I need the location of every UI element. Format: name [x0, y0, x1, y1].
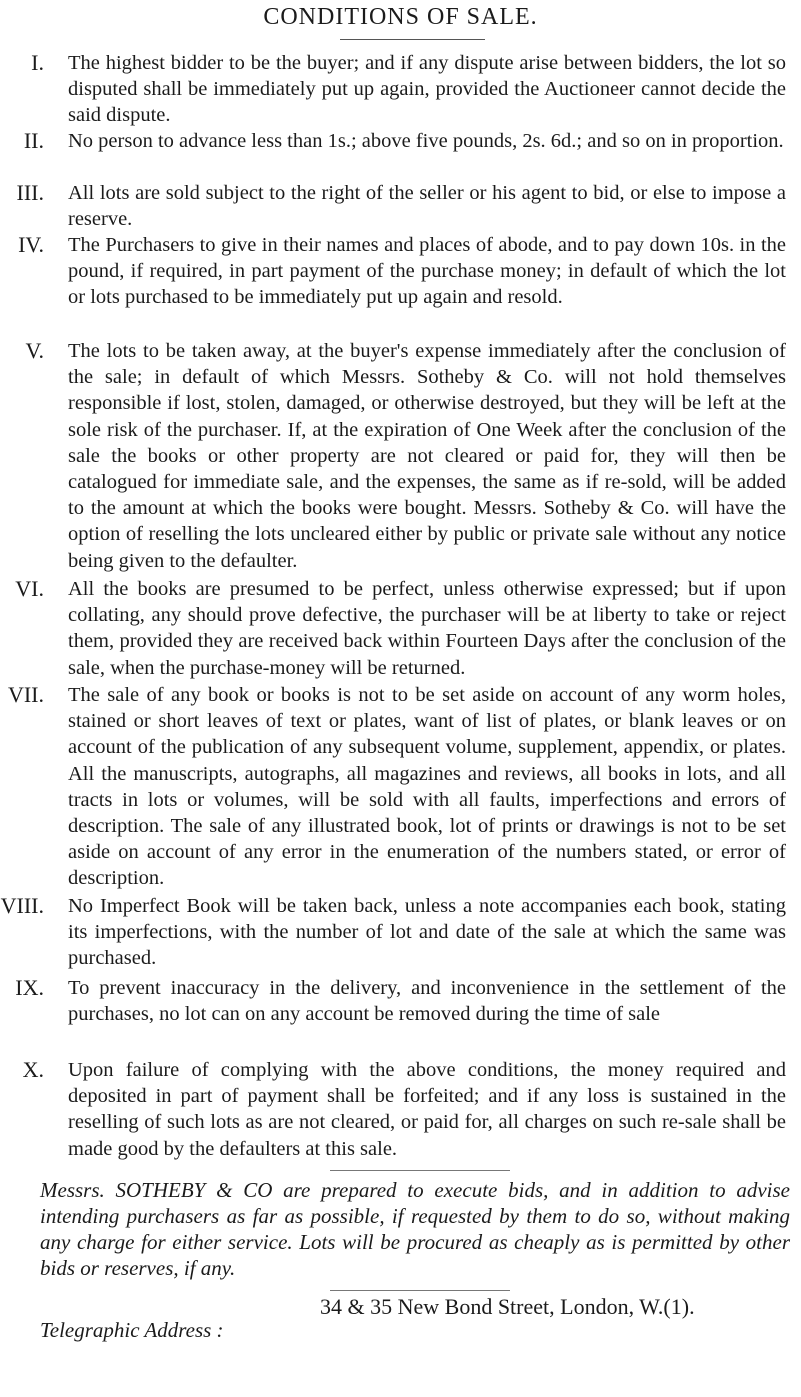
- condition-text: All lots are sold subject to the right of the seller or his agent to bid, or else to impose a reserve.: [68, 182, 786, 231]
- condition-text: All the books are presumed to be perfect, unless otherwise expressed; but if upon collating, any should prove defective, the purchaser will be at liberty to take or reject them, provided they are received back within Fourteen Days after the conclusion of the sale, when the purchase-money will be returned.: [68, 578, 786, 679]
- condition-text: To prevent inaccuracy in the delivery, and inconvenience in the settlement of the purchases, no lot can on any account be removed during the time of sale: [68, 977, 786, 1026]
- telegraphic-label: Telegraphic Address :: [40, 1318, 224, 1342]
- condition-text: No person to advance less than 1s.; above five pounds, 2s. 6d.; and so on in proportion.: [68, 130, 784, 152]
- condition-text: The lots to be taken away, at the buyer's expense immediately after the conclusion of the sale; in default of which Messrs. Sotheby & Co. will not hold themselves responsible if lost, stolen, damaged, or otherwise destroyed, but they will be left at the sole risk of the purchaser. If, at the expiration of One Week after the conclusion of the sale the books or other property are not cleared or paid for, they will then be catalogued for immediate sale, and the expenses, the same as if re-sold, will be added to the amount at which the books were bought. Messrs. Sotheby & Co. will have the option of reselling the lots uncleared either by public or private sale without any notice being given to the defaulter.: [68, 340, 786, 572]
- condition-number: III.: [16, 180, 44, 205]
- address: 34 & 35 New Bond Street, London, W.(1).: [320, 1294, 695, 1319]
- condition-number: VIII.: [0, 893, 44, 918]
- page-title: CONDITIONS OF SALE.: [263, 4, 538, 30]
- telegraphic-block: [40, 1318, 224, 1342]
- condition-number: IX.: [15, 975, 44, 1000]
- condition-number: I.: [31, 50, 44, 75]
- condition-text: No Imperfect Book will be taken back, unless a note accompanies each book, stating its imperfections, with the number of lot and date of the sale at which the same was purchased.: [68, 895, 786, 970]
- condition-number: VII.: [7, 682, 44, 707]
- condition-number: V.: [25, 338, 44, 363]
- title-underline: [340, 39, 485, 40]
- divider: [330, 1290, 510, 1291]
- condition-number: IV.: [18, 232, 44, 257]
- condition-number: X.: [22, 1057, 44, 1082]
- condition-number: VI.: [15, 576, 44, 601]
- condition-text: Upon failure of complying with the above conditions, the money required and deposited in part of payment shall be forfeited; and if any loss is sustained in the reselling of such lots as are not cleared, or paid for, all charges on such re-sale shall be made good by the defaulters at this sale.: [68, 1059, 786, 1160]
- condition-text: The sale of any book or books is not to be set aside on account of any worm holes, stained or short leaves of text or plates, want of list of plates, or blank leaves or on account of the publication of any subsequent volume, supplement, appendix, or plates. All the manuscripts, autographs, all magazines and reviews, all books in lots, and all tracts in lots or volumes, will be sold with all faults, imperfections and errors of description. The sale of any illustrated book, lot of prints or drawings is not to be set aside on account of any error in the enumeration of the numbers stated, or error of description.: [68, 684, 786, 890]
- condition-text: The highest bidder to be the buyer; and if any dispute arise between bidders, the lot so disputed shall be immediately put up again, provided the Auctioneer cannot decide the said dispute.: [68, 52, 786, 127]
- divider: [330, 1170, 510, 1171]
- condition-number: II.: [23, 128, 44, 153]
- bids-notice: Messrs. SOTHEBY & CO are prepared to execute bids, and in addition to advise intending purchasers as far as possible, if requested by them to do so, without making any charge for either service. Lots will be procured as cheaply as is permitted by other bids or reserves, if any.: [40, 1178, 790, 1280]
- condition-text: The Purchasers to give in their names and places of abode, and to pay down 10s. in the pound, if required, in part payment of the purchase money; in default of which the lot or lots purchased to be immediately put up again and resold.: [68, 234, 786, 309]
